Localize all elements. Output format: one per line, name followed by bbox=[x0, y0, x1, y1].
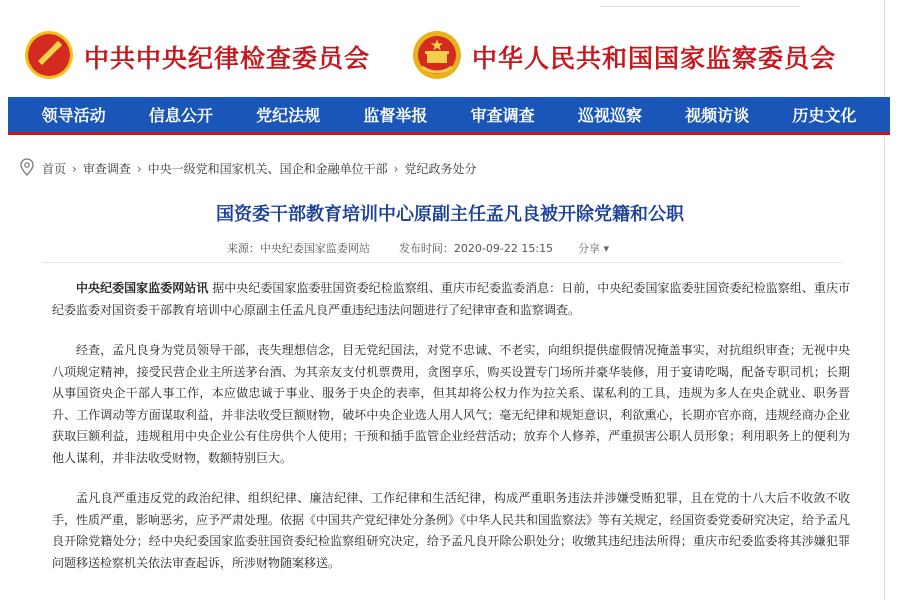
article-publish-time: 发布时间：2020-09-22 15:15 bbox=[398, 242, 554, 255]
breadcrumb-investigation[interactable]: 审查调查 bbox=[82, 162, 131, 176]
article-body bbox=[52, 278, 850, 593]
nav-item-report[interactable]: 监督举报 bbox=[363, 106, 428, 125]
right-frame-line bbox=[884, 0, 885, 600]
lead-source: 中央纪委国家监委网站讯 bbox=[76, 281, 209, 295]
article-paragraph-3: 孟凡良严重违反党的政治纪律、组织纪律、廉洁纪律、工作纪律和生活纪律，构成严重职务违法并涉嫌受贿犯罪，且在党的十八大后不收敛不收手，性质严重，影响恶劣，应予严肃处理。依据《中国共产党纪律处分条例》《中华人民共和国监察法》等有关规定，经国资委党委研究决定，给予孟凡良开除党籍处分；经中央纪委国家监委驻国资委纪检监察组研究决定，给予孟凡良开除公职处分；收缴其违纪违法所得；重庆市纪委监委将其涉嫌犯罪问题移送检察机关依法审查起诉，所涉财物随案移送。 bbox=[52, 491, 851, 570]
party-emblem-icon bbox=[24, 30, 74, 84]
nsc-name: 中华人民共和国国家监察委员会 bbox=[472, 44, 837, 73]
article-source: 来源：中央纪委国家监委网站 bbox=[226, 242, 370, 255]
nav-item-regulations[interactable]: 党纪法规 bbox=[256, 106, 321, 125]
nav-item-investigation[interactable]: 审查调查 bbox=[470, 106, 535, 125]
breadcrumb-separator: › bbox=[393, 161, 399, 176]
location-pin-icon bbox=[20, 158, 34, 179]
breadcrumb-separator: › bbox=[72, 161, 77, 176]
nav-item-history[interactable]: 历史文化 bbox=[792, 106, 857, 125]
article-paragraph-1: 中央纪委国家监委网站讯 据中央纪委国家监委驻国资委纪检监察组、重庆市纪委监委消息：日前，中央纪委国家监委驻国资委纪检监察组、重庆市纪委监委对国资委干部教育培训中心原副主任孟凡良严重违纪违法问题进行了纪律审查和监察调查。 bbox=[52, 281, 850, 317]
article-title: 国资委干部教育培训中心原副主任孟凡良被开除党籍和公职 bbox=[216, 204, 684, 225]
top-frame-line bbox=[600, 6, 800, 7]
breadcrumb-home[interactable]: 首页 bbox=[42, 162, 67, 176]
article-meta bbox=[0, 240, 900, 256]
article-paragraph-2: 经查，孟凡良身为党员领导干部，丧失理想信念，目无党纪国法，对党不忠诚、不老实，向组织提供虚假情况掩盖事实，对抗组织审查；无视中央八项规定精神，接受民营企业主所送茅台酒、为其亲友支付机票费用，贪图享乐，购买设置专门场所并豪华装修，用于宴请吃喝，配备专职司机；长期从事国资央企干部人事工作，本应做忠诚于事业、服务于央企的表率，但其却将公权力作为拉关系、谋私利的工具，违规为多人在央企就业、职务晋升、工作调动等方面谋取利益，并非法收受巨额财物，破坏中央企业选人用人风气；毫无纪律和规矩意识，利欲熏心，长期亦官亦商，违规经商办企业获取巨额利益，违规租用中央企业公有住房供个人使用；干预和插手监管企业经营活动；放弃个人修养，严重损害公职人员形象；利用职务上的便利为他人谋利，并非法收受财物，数额特别巨大。 bbox=[52, 343, 850, 465]
breadcrumb-separator: › bbox=[136, 161, 142, 176]
breadcrumb-discipline[interactable]: 党纪政务处分 bbox=[404, 162, 477, 176]
title-divider bbox=[42, 262, 842, 263]
nav-item-info[interactable]: 信息公开 bbox=[148, 106, 213, 125]
breadcrumb-central-units[interactable]: 中央一级党和国家机关、国企和金融单位干部 bbox=[147, 162, 388, 176]
nsc-brand[interactable] bbox=[412, 30, 836, 84]
breadcrumb bbox=[20, 158, 477, 179]
national-emblem-icon bbox=[412, 30, 462, 84]
share-button[interactable]: 分享 ▾ bbox=[578, 242, 610, 255]
main-nav bbox=[8, 97, 890, 135]
nav-item-leadership[interactable]: 领导活动 bbox=[41, 106, 106, 125]
nav-item-video[interactable]: 视频访谈 bbox=[685, 106, 750, 125]
ccdi-name: 中共中央纪律检查委员会 bbox=[84, 44, 371, 73]
nav-item-inspection[interactable]: 巡视巡察 bbox=[577, 106, 642, 125]
ccdi-brand[interactable] bbox=[24, 30, 370, 84]
